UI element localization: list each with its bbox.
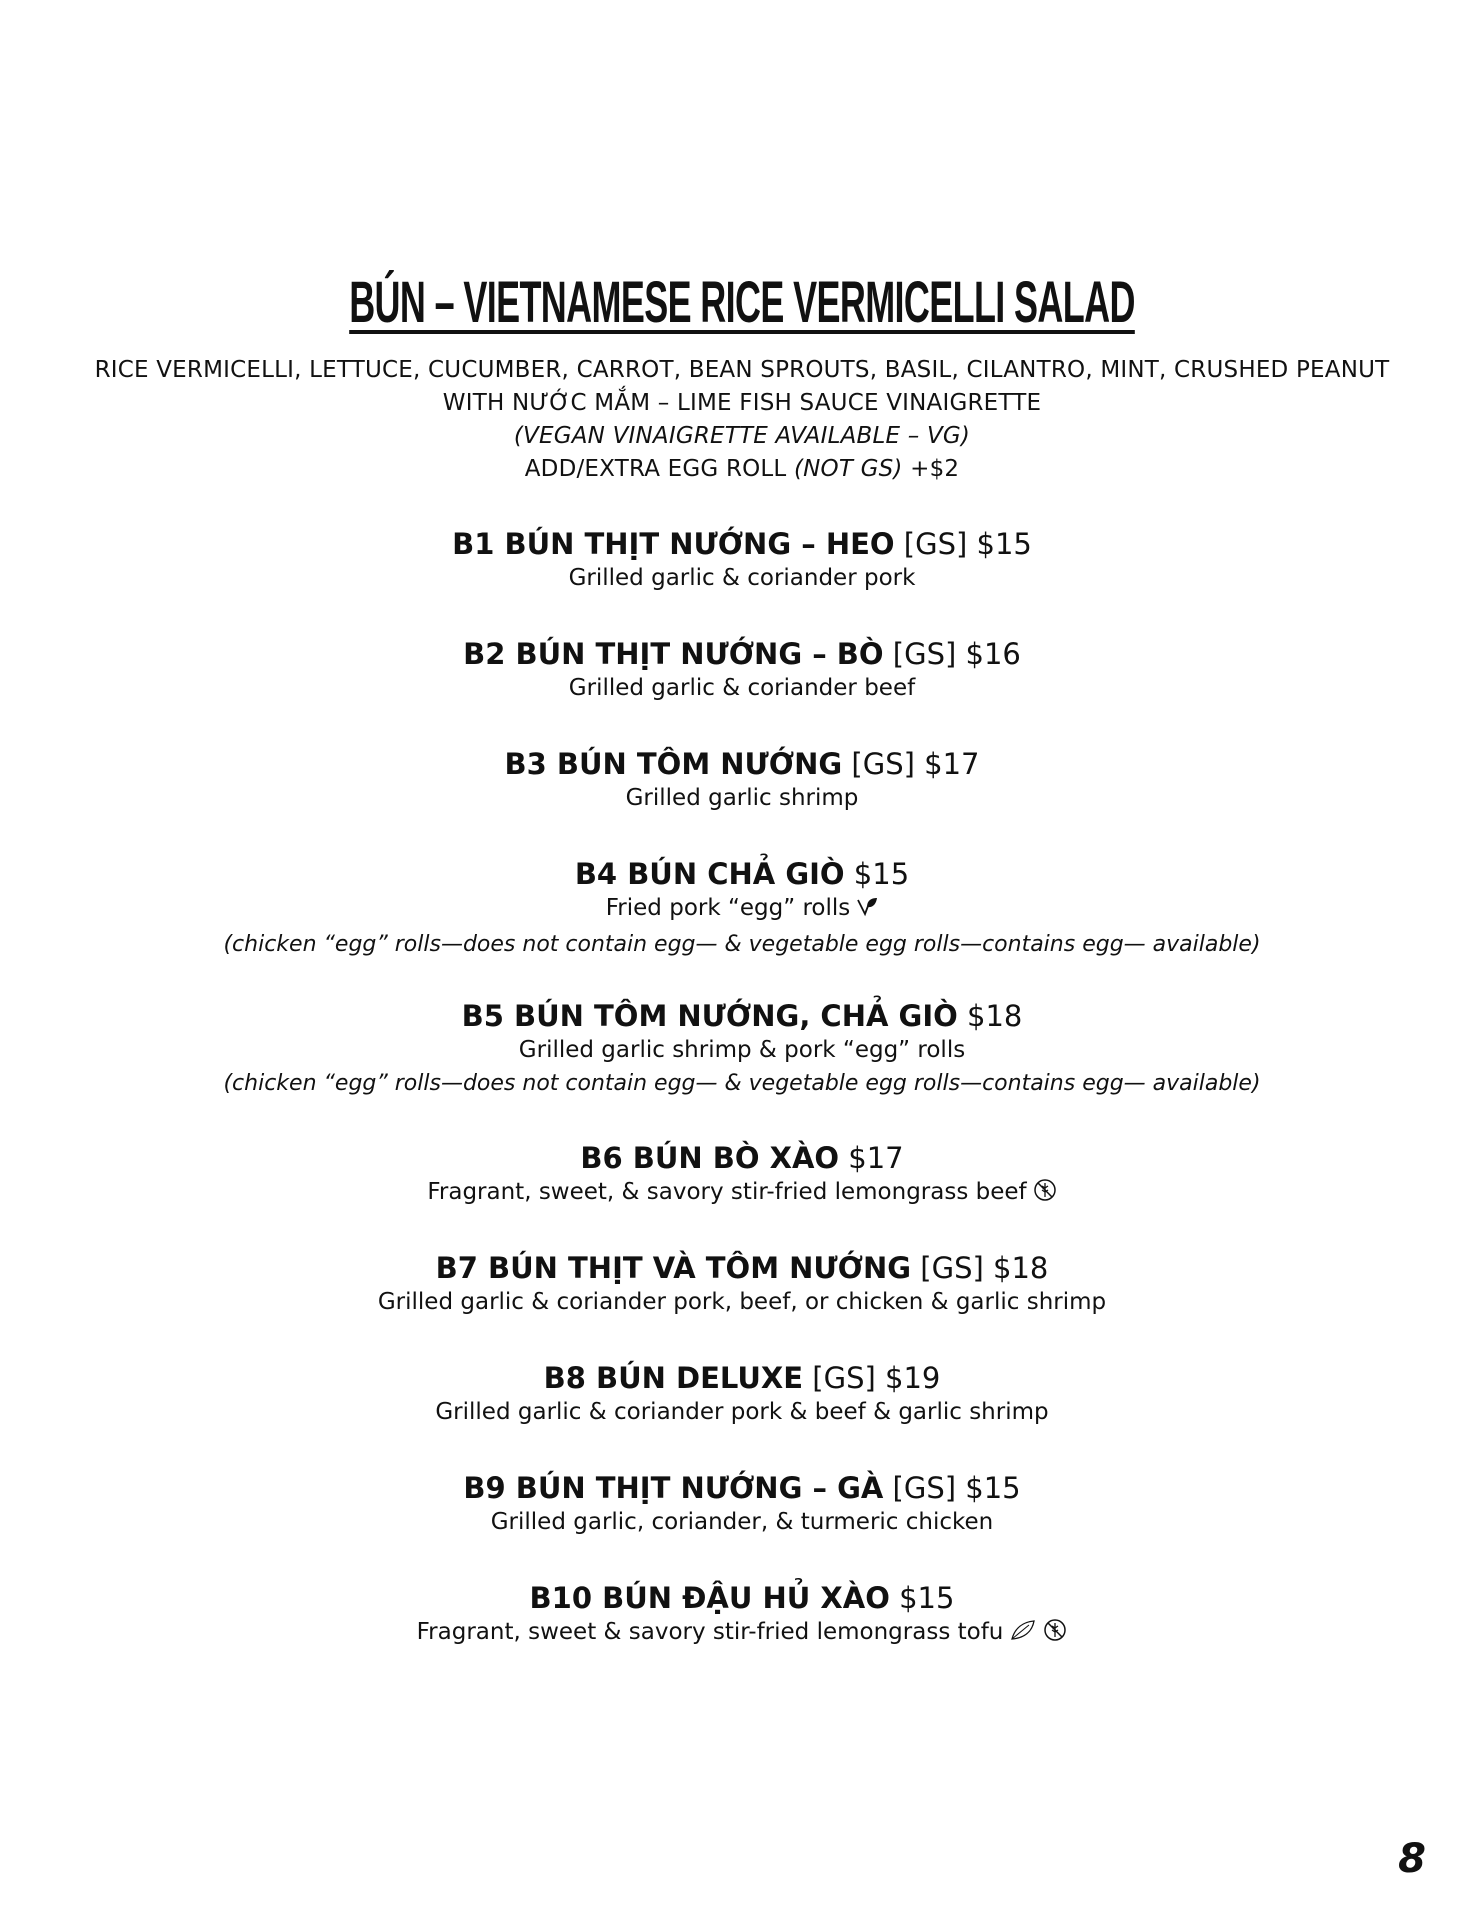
vegan-leaf-icon	[856, 895, 878, 928]
page-title: BÚN – VIETNAMESE RICE VERMICELLI SALAD	[349, 270, 1135, 335]
item-description: Fragrant, sweet & savory stir-fried lemongrass tofu	[416, 1619, 1004, 1645]
page-number: 8	[1398, 1836, 1426, 1882]
menu-item-b4	[40, 856, 1444, 998]
no-gluten-icon	[1043, 1618, 1067, 1652]
item-note: (chicken “egg” rolls—does not contain egg— & vegetable egg rolls—contains egg— available)	[223, 1071, 1261, 1096]
item-description: Grilled garlic & coriander pork & beef & garlic shrimp	[435, 1399, 1049, 1425]
item-name: B4 BÚN CHẢ GIÒ	[574, 857, 845, 891]
intro-block	[40, 354, 1444, 486]
menu-item-b6	[40, 1140, 1444, 1250]
item-description: Grilled garlic, coriander, & turmeric chicken	[490, 1509, 994, 1535]
item-price: $18	[967, 999, 1023, 1033]
menu-item-b2	[40, 636, 1444, 746]
menu-item-b5	[40, 998, 1444, 1140]
item-note: (chicken “egg” rolls—does not contain egg— & vegetable egg rolls—contains egg— available)	[223, 932, 1261, 957]
item-description: Fried pork “egg” rolls	[605, 895, 851, 921]
item-price: [GS] $18	[920, 1251, 1049, 1285]
item-name: B7 BÚN THỊT VÀ TÔM NƯỚNG	[435, 1251, 912, 1285]
no-gluten-icon	[1033, 1178, 1057, 1212]
intro-ingredients: RICE VERMICELLI, LETTUCE, CUCUMBER, CARROT, BEAN SPROUTS, BASIL, CILANTRO, MINT, CRUSHED PEANUT	[94, 357, 1390, 383]
item-name: B8 BÚN DELUXE	[543, 1361, 804, 1395]
item-price: $15	[853, 857, 910, 891]
item-description: Grilled garlic & coriander pork, beef, or chicken & garlic shrimp	[377, 1289, 1107, 1315]
item-name: B2 BÚN THỊT NƯỚNG – BÒ	[463, 637, 884, 671]
menu-item-b9	[40, 1470, 1444, 1580]
item-description: Grilled garlic shrimp & pork “egg” rolls	[518, 1037, 966, 1063]
intro-sauce: WITH NƯỚC MẮM – LIME FISH SAUCE VINAIGRETTE	[442, 390, 1042, 416]
menu-item-b3	[40, 746, 1444, 856]
item-description: Fragrant, sweet, & savory stir-fried lemongrass beef	[427, 1179, 1027, 1205]
item-name: B1 BÚN THỊT NƯỚNG – HEO	[452, 527, 895, 561]
item-name: B10 BÚN ĐẬU HỦ XÀO	[529, 1581, 890, 1615]
intro-vegan-note: (VEGAN VINAIGRETTE AVAILABLE – VG)	[513, 423, 971, 449]
item-name: B9 BÚN THỊT NƯỚNG – GÀ	[463, 1471, 884, 1505]
item-description: Grilled garlic shrimp	[625, 785, 859, 811]
item-price: [GS] $19	[812, 1361, 941, 1395]
item-description: Grilled garlic & coriander pork	[568, 565, 916, 591]
item-description: Grilled garlic & coriander beef	[568, 675, 916, 701]
item-name: B6 BÚN BÒ XÀO	[580, 1141, 840, 1175]
menu-items	[40, 526, 1444, 1690]
item-name: B5 BÚN TÔM NƯỚNG, CHẢ GIÒ	[461, 999, 958, 1033]
menu-item-b7	[40, 1250, 1444, 1360]
item-price: [GS] $15	[903, 527, 1032, 561]
item-price: $17	[848, 1141, 904, 1175]
leaf-icon	[1009, 1618, 1037, 1652]
item-price: [GS] $17	[851, 747, 980, 781]
intro-add-egg-roll: ADD/EXTRA EGG ROLL (NOT GS) +$2	[524, 456, 960, 482]
item-price: [GS] $15	[892, 1471, 1021, 1505]
item-price: [GS] $16	[892, 637, 1021, 671]
menu-item-b1	[40, 526, 1444, 636]
menu-item-b10	[40, 1580, 1444, 1690]
item-name: B3 BÚN TÔM NƯỚNG	[504, 747, 843, 781]
menu-item-b8	[40, 1360, 1444, 1470]
item-price: $15	[899, 1581, 955, 1615]
